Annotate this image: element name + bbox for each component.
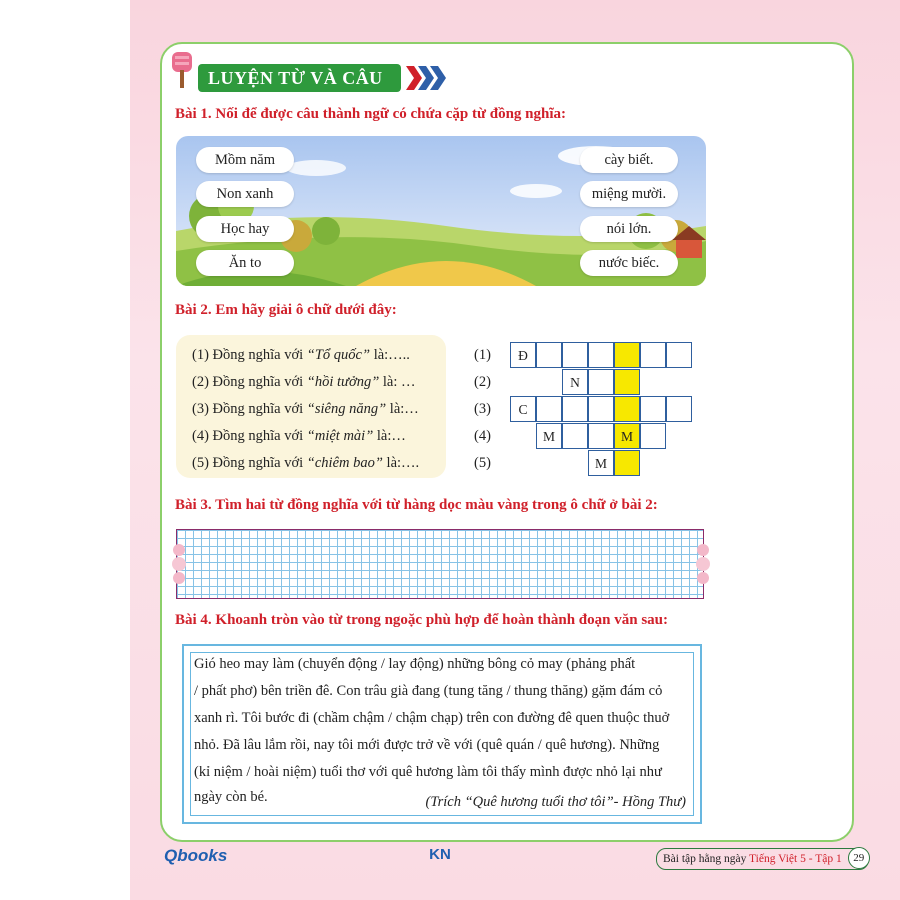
row-label-5: (5) — [474, 455, 491, 471]
tree-icon — [170, 52, 194, 88]
idiom-left-4[interactable]: Ăn to — [196, 250, 294, 276]
crossword-cell[interactable] — [562, 396, 588, 422]
exercise-1-title: Bài 1. Nối để được câu thành ngữ có chứa cặp từ đồng nghĩa: — [175, 106, 567, 122]
crossword-cell[interactable] — [666, 342, 692, 368]
clue-blank: là: … — [379, 374, 416, 390]
clue-blank: là:…. — [382, 455, 420, 471]
clue-word: “miệt mài” — [306, 428, 374, 444]
crossword-key-cell[interactable] — [614, 369, 640, 395]
clue-text: (3) Đồng nghĩa với — [192, 401, 307, 417]
passage-line[interactable]: / phất phơ) bên triền đê. Con trâu già đang (tung tăng / thung thăng) gặm đám cỏ — [194, 683, 663, 699]
clue-word: “Tổ quốc” — [306, 347, 371, 363]
crossword-cell[interactable] — [562, 342, 588, 368]
crossword-cell[interactable]: C — [510, 396, 536, 422]
clue-text: (4) Đồng nghĩa với — [192, 428, 307, 444]
passage-line[interactable]: ngày còn bé. — [194, 789, 268, 805]
book-title: Tiếng Việt 5 - Tập 1 — [749, 853, 842, 865]
clue-text: (2) Đồng nghĩa với — [192, 374, 307, 390]
exercise-2-title: Bài 2. Em hãy giải ô chữ dưới đây: — [175, 302, 397, 318]
passage-line[interactable]: nhỏ. Đã lâu lắm rồi, nay tôi mới được trở về với (quê quán / quê hương). Những — [194, 737, 660, 753]
crossword-key-cell[interactable]: M — [614, 423, 640, 449]
row-label-2: (2) — [474, 374, 491, 390]
crossword-cell[interactable]: N — [562, 369, 588, 395]
clue-word: “hồi tưởng” — [306, 374, 380, 390]
idiom-right-2[interactable]: miệng mười. — [580, 181, 678, 207]
clue-item-2 — [192, 374, 416, 391]
passage-line[interactable]: Gió heo may làm (chuyển động / lay động) những bông cỏ may (phảng phất — [194, 656, 636, 672]
clue-text: (5) Đồng nghĩa với — [192, 455, 307, 471]
idiom-right-4[interactable]: nước biếc. — [580, 250, 678, 276]
crossword-cell[interactable] — [562, 423, 588, 449]
section-title: LUYỆN TỪ VÀ CÂU — [198, 64, 401, 92]
crossword-cell[interactable] — [588, 342, 614, 368]
exercise-4-title: Bài 4. Khoanh tròn vào từ trong ngoặc phù hợp để hoàn thành đoạn văn sau: — [175, 612, 669, 628]
passage-box — [182, 644, 702, 824]
publisher-logo: Qbooks — [164, 846, 228, 865]
row-label-4: (4) — [474, 428, 491, 444]
crossword-cell[interactable] — [588, 423, 614, 449]
crossword-cell[interactable] — [640, 396, 666, 422]
crossword-cell[interactable] — [588, 396, 614, 422]
book-title-badge — [656, 848, 869, 870]
crossword-cell[interactable] — [588, 369, 614, 395]
clue-item-4 — [192, 428, 406, 445]
crossword-cell[interactable]: M — [588, 450, 614, 476]
crossword-key-cell[interactable] — [614, 450, 640, 476]
crossword-cell[interactable] — [666, 396, 692, 422]
chevron-right-icon — [406, 66, 448, 90]
crossword-cell[interactable]: M — [536, 423, 562, 449]
passage-citation: (Trích “Quê hương tuổi thơ tôi”- Hồng Thư) — [425, 794, 686, 810]
flower-icon — [168, 540, 190, 586]
clue-word: “chiêm bao” — [306, 455, 383, 471]
book-prefix: Bài tập hằng ngày — [663, 853, 750, 865]
idiom-right-3[interactable]: nói lớn. — [580, 216, 678, 242]
clue-text: (1) Đồng nghĩa với — [192, 347, 307, 363]
row-label-1: (1) — [474, 347, 491, 363]
crossword-cell[interactable] — [536, 396, 562, 422]
kn-logo: KN — [429, 846, 451, 863]
page-number: 29 — [848, 847, 870, 869]
clue-item-5 — [192, 455, 419, 472]
crossword-cell[interactable] — [640, 423, 666, 449]
flower-icon — [692, 540, 714, 586]
clue-blank: là:… — [386, 401, 419, 417]
idiom-left-3[interactable]: Học hay — [196, 216, 294, 242]
clue-item-3 — [192, 401, 419, 418]
clue-list — [176, 335, 446, 478]
crossword-cell[interactable] — [640, 342, 666, 368]
crossword-key-cell[interactable] — [614, 342, 640, 368]
writing-grid[interactable] — [176, 529, 704, 599]
idiom-left-1[interactable]: Mồm năm — [196, 147, 294, 173]
idiom-right-1[interactable]: cày biết. — [580, 147, 678, 173]
clue-blank: là:….. — [370, 347, 410, 363]
clue-word: “siêng năng” — [306, 401, 387, 417]
clue-item-1 — [192, 347, 410, 364]
passage-line[interactable]: xanh rì. Tôi bước đi (chầm chậm / chậm chạp) trên con đường đê quen thuộc thuở — [194, 710, 670, 726]
crossword-key-cell[interactable] — [614, 396, 640, 422]
clue-blank: là:… — [373, 428, 406, 444]
crossword-cell[interactable]: Đ — [510, 342, 536, 368]
crossword-cell[interactable] — [536, 342, 562, 368]
workbook-page — [130, 0, 900, 900]
passage-line[interactable]: (kỉ niệm / hoài niệm) tuổi thơ với quê hương làm tôi thấy mình được nhỏ lại như — [194, 764, 662, 780]
row-label-3: (3) — [474, 401, 491, 417]
exercise-3-title: Bài 3. Tìm hai từ đồng nghĩa với từ hàng dọc màu vàng trong ô chữ ở bài 2: — [175, 497, 658, 513]
idiom-left-2[interactable]: Non xanh — [196, 181, 294, 207]
